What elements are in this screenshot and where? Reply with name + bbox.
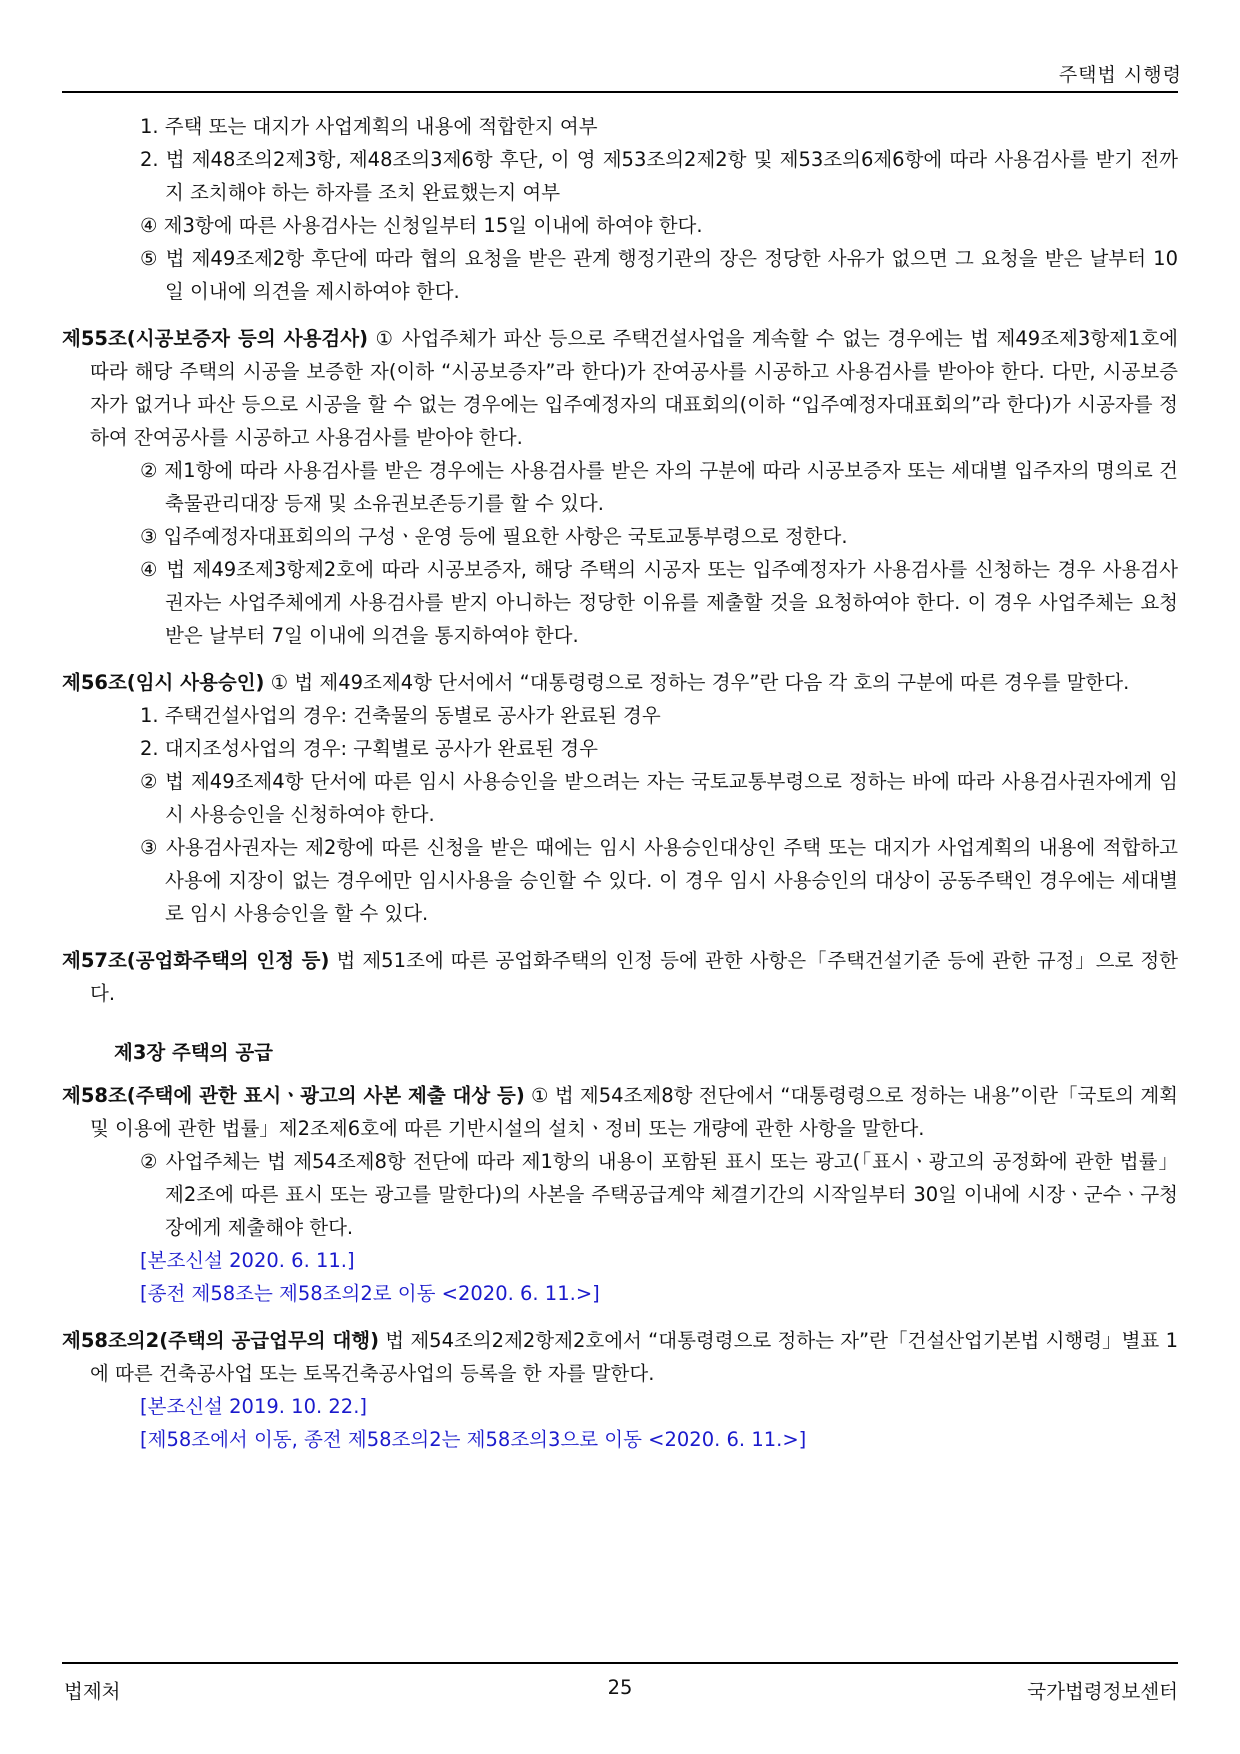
paragraph: ② 법 제49조제4항 단서에 따른 임시 사용승인을 받으려는 자는 국토교통부령으로 정하는 바에 따라 사용검사권자에게 임시 사용승인을 신청하여야 한다. [140,770,1178,826]
page-number: 25 [607,1676,633,1699]
article-body: ① 사업주체가 파산 등으로 주택건설사업을 계속할 수 없는 경우에는 법 제49조제3항제1호에 따라 해당 주택의 시공을 보증한 자(이하 “시공보증자”라 한다)가 잔여공사를 시공하고 사용검사를 받아야 한다. 다만, 시공보증자가 없거나 파산 등으로 시공을 할 수 없는 경우에는 입주예정자의 대표회의(이하 “입주예정자대표회의”라 한다)가 시공자를 정하여 잔여공사를 시공하고 사용검사를 받아야 한다. [90,327,1179,449]
article-58 [62,1079,1178,1145]
article-title: 제58조의2(주택의 공급업무의 대행) [62,1329,380,1352]
header-rule [62,91,1178,93]
list-item: 1. 주택건설사업의 경우: 건축물의 동별로 공사가 완료된 경우 [140,704,661,727]
article-title: 제57조(공업화주택의 인정 등) [62,949,330,972]
list-item: 2. 법 제48조의2제3항, 제48조의3제6항 후단, 이 영 제53조의2제2항 및 제53조의6제6항에 따라 사용검사를 받기 전까지 조치해야 하는 하자를 조치 완료했는지 여부 [140,148,1178,204]
amendment-note: [본조신설 2020. 6. 11.] [140,1249,355,1272]
article-57 [62,944,1178,1010]
chapter-heading: 제3장 주택의 공급 [114,1041,274,1064]
list-item: 2. 대지조성사업의 경우: 구획별로 공사가 완료된 경우 [140,737,598,760]
footer-rule [62,1662,1178,1664]
article-body: 법 제54조의2제2항제2호에서 “대통령령으로 정하는 자”란「건설산업기본법 시행령」별표 1에 따른 건축공사업 또는 토목건축공사업의 등록을 한 자를 말한다. [90,1329,1178,1385]
article-56 [62,666,1178,699]
article-body: ① 법 제54조제8항 전단에서 “대통령령으로 정하는 내용”이란「국토의 계획 및 이용에 관한 법률」제2조제6호에 따른 기반시설의 설치ㆍ정비 또는 개량에 관한 사항을 말한다. [90,1084,1179,1140]
paragraph: ③ 입주예정자대표회의의 구성ㆍ운영 등에 필요한 사항은 국토교통부령으로 정한다. [140,525,848,548]
paragraph: ④ 제3항에 따른 사용검사는 신청일부터 15일 이내에 하여야 한다. [140,214,703,237]
paragraph: ⑤ 법 제49조제2항 후단에 따라 협의 요청을 받은 관계 행정기관의 장은 정당한 사유가 없으면 그 요청을 받은 날부터 10일 이내에 의견을 제시하여야 한다. [140,247,1178,303]
article-title: 제55조(시공보증자 등의 사용검사) [62,327,368,350]
amendment-note: [본조신설 2019. 10. 22.] [140,1395,368,1418]
running-header-title: 주택법 시행령 [1058,64,1182,86]
article-title: 제58조(주택에 관한 표시ㆍ광고의 사본 제출 대상 등) [62,1084,525,1107]
footer-source: 국가법령정보센터 [1027,1680,1178,1703]
amendment-note: [종전 제58조는 제58조의2로 이동 <2020. 6. 11.>] [140,1282,600,1305]
footer-publisher: 법제처 [64,1680,121,1703]
page-body [62,110,1178,1456]
article-title: 제56조(임시 사용승인) [62,671,265,694]
article-body: 법 제51조에 따른 공업화주택의 인정 등에 관한 사항은「주택건설기준 등에 관한 규정」으로 정한다. [90,949,1178,1005]
article-55 [62,322,1178,454]
article-58-2 [62,1324,1178,1390]
paragraph: ② 제1항에 따라 사용검사를 받은 경우에는 사용검사를 받은 자의 구분에 따라 시공보증자 또는 세대별 입주자의 명의로 건축물관리대장 등재 및 소유권보존등기를 할 수 있다. [140,459,1178,515]
list-item: 1. 주택 또는 대지가 사업계획의 내용에 적합한지 여부 [140,115,598,138]
paragraph: ③ 사용검사권자는 제2항에 따른 신청을 받은 때에는 임시 사용승인대상인 주택 또는 대지가 사업계획의 내용에 적합하고 사용에 지장이 없는 경우에만 임시사용을 승인할 수 있다. 이 경우 임시 사용승인의 대상이 공동주택인 경우에는 세대별로 임시 사용승인을 할 수 있다. [140,836,1178,925]
paragraph: ② 사업주체는 법 제54조제8항 전단에 따라 제1항의 내용이 포함된 표시 또는 광고(「표시ㆍ광고의 공정화에 관한 법률」제2조에 따른 표시 또는 광고를 말한다)의 사본을 주택공급계약 체결기간의 시작일부터 30일 이내에 시장ㆍ군수ㆍ구청장에게 제출해야 한다. [140,1150,1178,1239]
paragraph: ④ 법 제49조제3항제2호에 따라 시공보증자, 해당 주택의 시공자 또는 입주예정자가 사용검사를 신청하는 경우 사용검사권자는 사업주체에게 사용검사를 받지 아니하는 정당한 이유를 제출할 것을 요청하여야 한다. 이 경우 사업주체는 요청받은 날부터 7일 이내에 의견을 통지하여야 한다. [140,558,1178,647]
amendment-note: [제58조에서 이동, 종전 제58조의2는 제58조의3으로 이동 <2020. 6. 11.>] [140,1428,807,1451]
article-body: ① 법 제49조제4항 단서에서 “대통령령으로 정하는 경우”란 다음 각 호의 구분에 따른 경우를 말한다. [264,671,1130,694]
